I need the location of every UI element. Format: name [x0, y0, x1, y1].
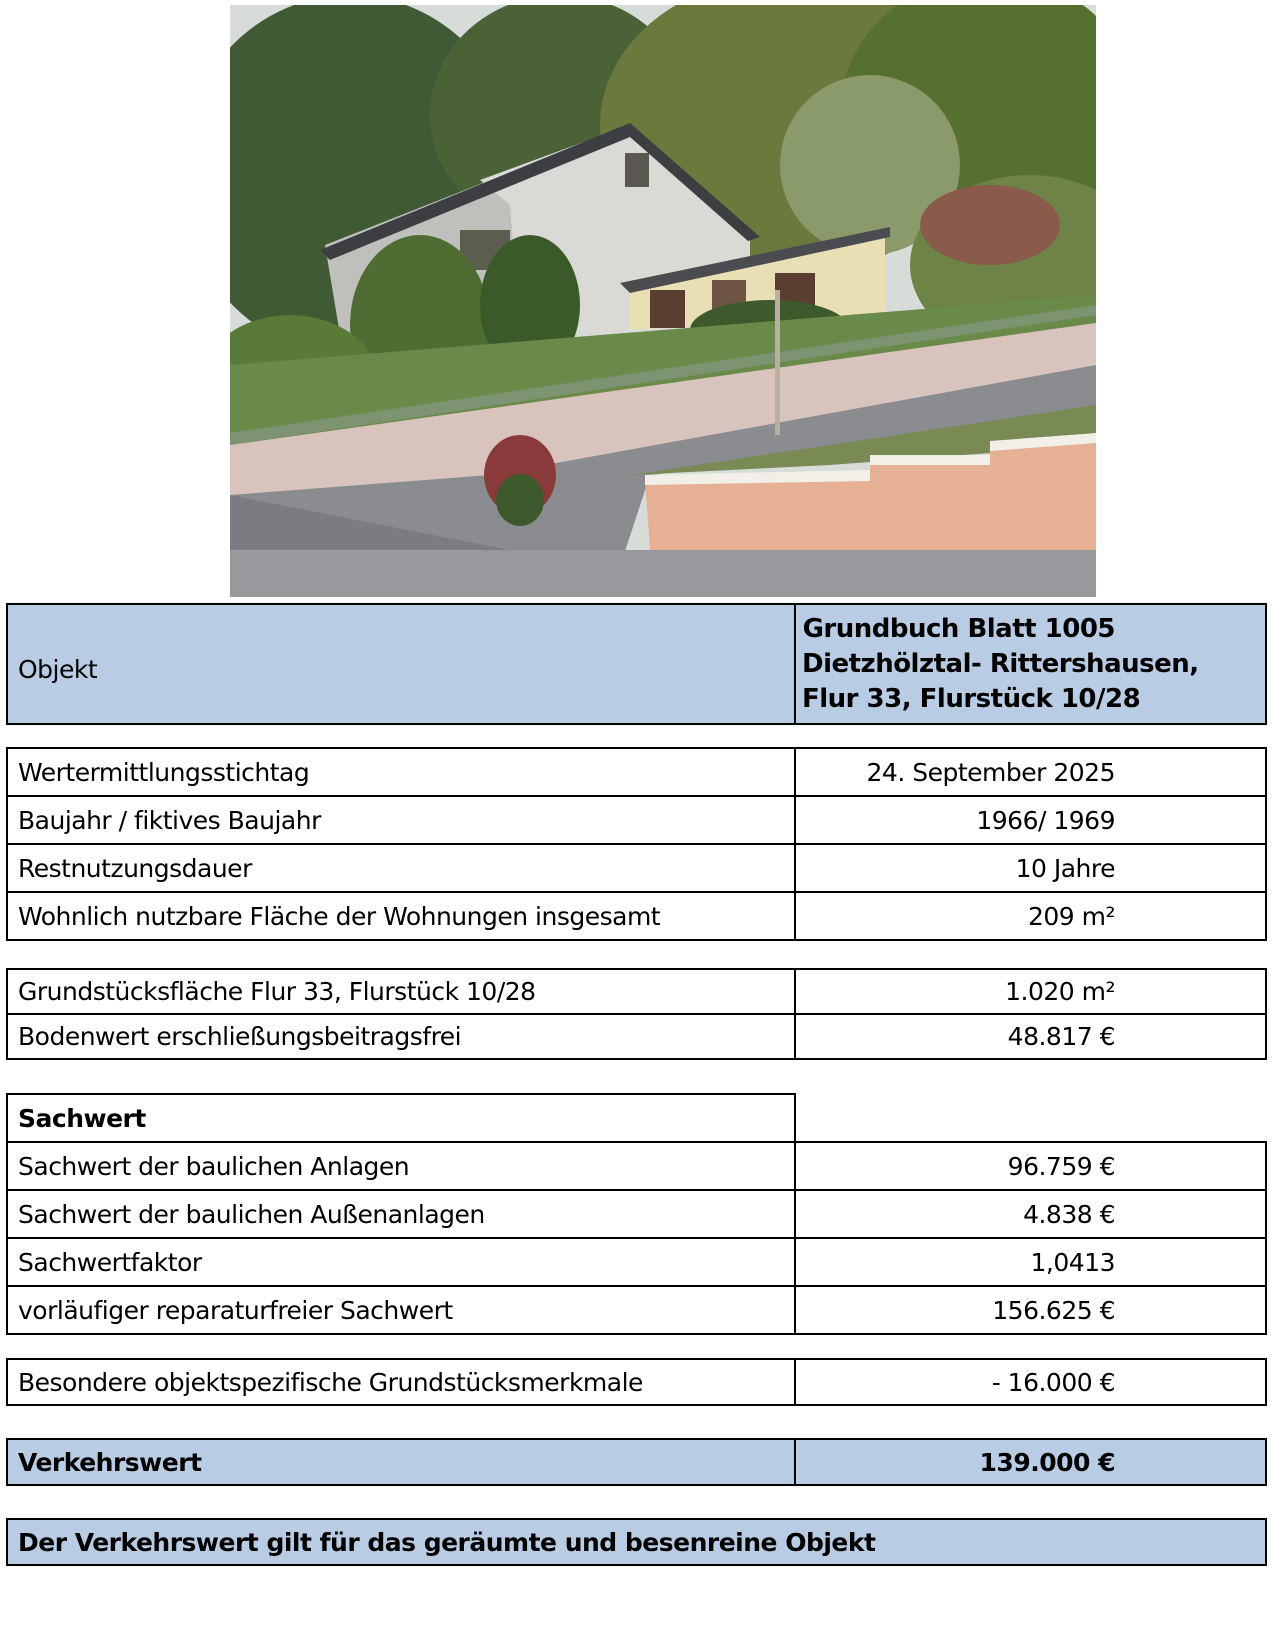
row-label: Wertermittlungsstichtag [7, 748, 795, 796]
verkehrswert-table [6, 1438, 1267, 1486]
sachwert-table [6, 1093, 1267, 1335]
object-value-line-2: Dietzhölztal- Rittershausen, [802, 648, 1199, 679]
row-label: Sachwertfaktor [7, 1238, 795, 1286]
row-label: Sachwert der baulichen Anlagen [7, 1142, 795, 1190]
general-table [6, 747, 1267, 941]
table-row [7, 748, 1266, 796]
row-label: vorläufiger reparaturfreier Sachwert [7, 1286, 795, 1334]
verkehrswert-row [7, 1439, 1266, 1485]
table-row [7, 1014, 1266, 1059]
row-label: Grundstücksfläche Flur 33, Flurstück 10/28 [7, 969, 795, 1014]
object-label: Objekt [7, 604, 795, 724]
row-label: Baujahr / fiktives Baujahr [7, 796, 795, 844]
object-table [6, 603, 1267, 725]
table-row [7, 969, 1266, 1014]
table-row [7, 1238, 1266, 1286]
row-value: 209 m² [795, 892, 1266, 940]
table-row [7, 1286, 1266, 1334]
row-label: Bodenwert erschließungsbeitragsfrei [7, 1014, 795, 1059]
row-label: Sachwert der baulichen Außenanlagen [7, 1190, 795, 1238]
verkehrswert-label: Verkehrswert [7, 1439, 795, 1485]
land-table [6, 968, 1267, 1060]
row-label: Besondere objektspezifische Grundstücksmerkmale [7, 1359, 795, 1405]
object-value-line-1: Grundbuch Blatt 1005 [802, 613, 1115, 644]
note-table [6, 1518, 1267, 1566]
row-value: 1,0413 [795, 1238, 1266, 1286]
row-value: 10 Jahre [795, 844, 1266, 892]
table-row [7, 844, 1266, 892]
object-row [7, 604, 1266, 724]
table-row [7, 892, 1266, 940]
row-value: 1.020 m² [795, 969, 1266, 1014]
sachwert-heading: Sachwert [7, 1094, 795, 1142]
row-value: 4.838 € [795, 1190, 1266, 1238]
sachwert-heading-row [7, 1094, 1266, 1142]
empty-cell [795, 1094, 1266, 1142]
note-text: Der Verkehrswert gilt für das geräumte und besenreine Objekt [7, 1519, 1266, 1565]
object-value [795, 604, 1266, 724]
row-value: 48.817 € [795, 1014, 1266, 1059]
house-photo-illustration [230, 5, 1096, 597]
object-value-line-3: Flur 33, Flurstück 10/28 [802, 683, 1141, 714]
table-row [7, 1142, 1266, 1190]
row-label: Wohnlich nutzbare Fläche der Wohnungen insgesamt [7, 892, 795, 940]
verkehrswert-value: 139.000 € [795, 1439, 1266, 1485]
row-value: 156.625 € [795, 1286, 1266, 1334]
row-value: 96.759 € [795, 1142, 1266, 1190]
row-value: 24. September 2025 [795, 748, 1266, 796]
table-row [7, 796, 1266, 844]
row-value: - 16.000 € [795, 1359, 1266, 1405]
table-row [7, 1359, 1266, 1405]
note-row [7, 1519, 1266, 1565]
table-row [7, 1190, 1266, 1238]
besondere-table [6, 1358, 1267, 1406]
property-photo [230, 5, 1096, 597]
row-label: Restnutzungsdauer [7, 844, 795, 892]
row-value: 1966/ 1969 [795, 796, 1266, 844]
